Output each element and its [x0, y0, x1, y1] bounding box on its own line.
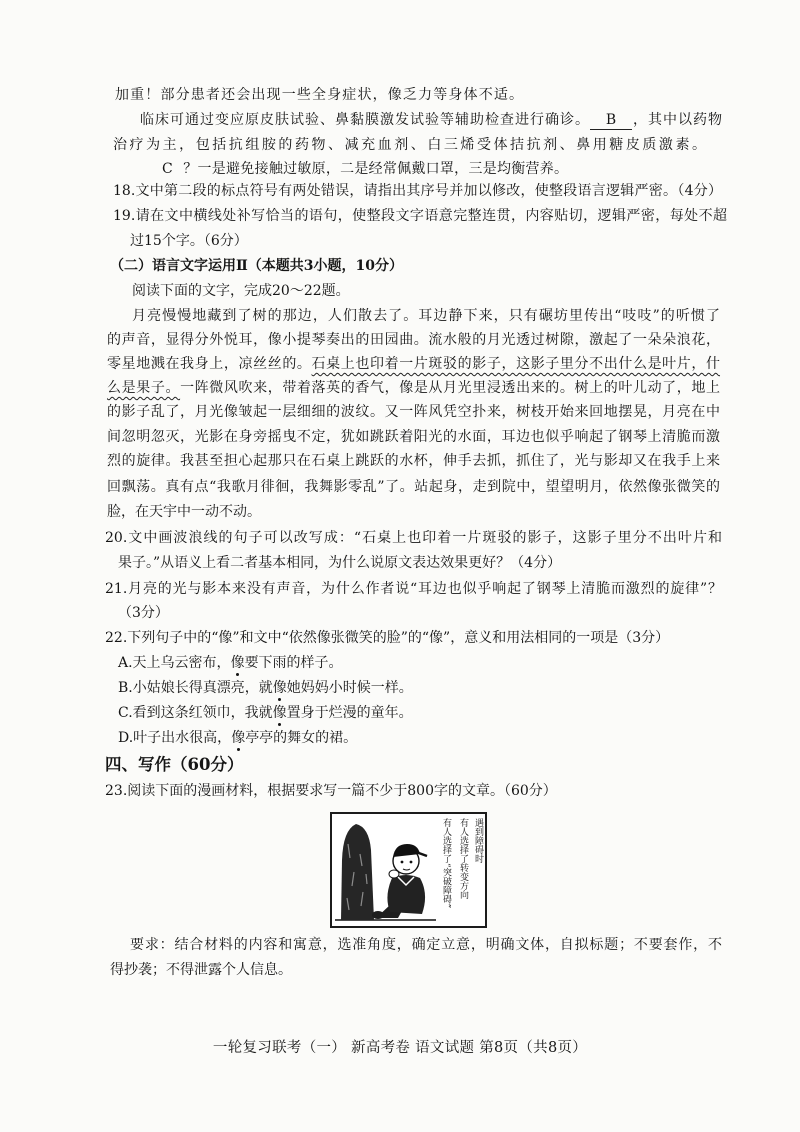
prev-passage-line-2-text: 临床可通过变应原皮肤试验、鼻黏膜激发试验等辅助检查进行确诊。 — [140, 112, 590, 128]
child-hand — [389, 870, 399, 878]
question-21-line-2: （3分） — [118, 605, 169, 621]
question-21-line-1: 21.月亮的光与影本来没有声音，为什么作者说“耳边也似乎响起了钢琴上清脆而激烈的旋律”？ — [105, 581, 722, 597]
prev-passage-line-2-tail: ，其中以药物 — [632, 112, 722, 128]
cartoon-caption-2: 有人选择了转变方向 — [458, 818, 468, 899]
wavy-underlined-sentence-part-1: 石桌上也印着一片斑驳的影子，这影子里分不出什么是叶片，什 — [311, 356, 721, 372]
passage-line-5: 的影子乱了，月光像皱起一层细细的波纹。又一阵风凭空扑来，树枝开始来回地摆晃，月亮在中 — [107, 404, 720, 420]
passage-line-6: 间忽明忽灭，光影在身旁摇曳不定，犹如跳跃着阳光的水面，耳边也似乎响起了钢琴上清脆而激 — [107, 429, 720, 445]
question-20-line-2: 果子。”从语义上看二者基本相同，为什么说原文表达效果更好？（4分） — [118, 555, 562, 571]
question-19-line-1: 19.请在文中横线处补写恰当的语句，使整段文字语意完整连贯，内容贴切，逻辑严密，每处不超 — [113, 208, 727, 224]
question-22-option-a — [118, 653, 343, 673]
passage-line-2: 的声音，显得分外悦耳，像小提琴奏出的田园曲。流水般的月光透过树隙，激起了一朵朵浪花， — [107, 332, 720, 348]
passage-line-8: 回飘荡。真有点“我歌月徘徊，我舞影零乱”了。站起身，走到院中，望望明月，依然像张微笑的 — [107, 479, 720, 495]
writing-requirements-line-2: 得抄袭；不得泄露个人信息。 — [110, 962, 292, 978]
cartoon-caption-3: 有人选择了“突破障碍” — [441, 818, 451, 909]
option-a-before: A.天上乌云密布， — [118, 655, 231, 671]
passage-line-1: 月亮慢慢地藏到了树的那边，人们散去了。耳边静下来，只有碾坊里传出“吱吱”的听惯了 — [132, 308, 720, 324]
question-20-line-1: 20.文中画波浪线的句子可以改写成：“石桌上也印着一片斑驳的影子，这影子里分不出叶片和 — [105, 530, 722, 546]
option-c-before: C.看到这条红领巾，我就 — [118, 705, 273, 721]
question-22-option-d — [118, 728, 357, 748]
prev-passage-line-4-text: ？一是避免接触过敏原，二是经常佩戴口罩，三是均衡营养。 — [183, 161, 568, 177]
question-19-line-2: 过15个字。（6分） — [130, 233, 248, 249]
option-d-after: 亭亭的舞女的裙。 — [245, 730, 358, 746]
child-eye-left — [401, 861, 404, 864]
option-b-emphasis-char: 像 — [272, 680, 287, 696]
child-shoe — [372, 911, 384, 919]
passage-line-9: 脸，在天宇中一动不动。 — [107, 504, 261, 520]
prev-passage-line-4 — [162, 159, 568, 179]
cartoon-caption-1: 遇到障碍时 — [473, 818, 483, 863]
option-a-after: 要下雨的样子。 — [244, 655, 343, 671]
option-b-after: 她妈妈小时候一样。 — [286, 680, 413, 696]
page-footer: 一轮复习联考（一） 新高考卷 语文试题 第8页（共8页） — [212, 1040, 588, 1056]
passage-line-7: 烈的旋律。我甚至担心起那只在石桌上跳跃的水杯，伸手去抓，抓住了，光与影却又在我手上来 — [107, 453, 720, 469]
passage-line-4 — [107, 378, 720, 398]
option-c-emphasis-char: 像 — [272, 705, 287, 721]
option-d-emphasis-char: 像 — [231, 730, 246, 746]
fill-blank-answer-b: B — [590, 112, 632, 130]
fill-blank-answer-c: C — [162, 161, 173, 177]
question-22-stem: 22.下列句子中的“像”和文中“依然像张微笑的脸”的“像”，意义和用法相同的一项是（3分） — [105, 630, 670, 646]
passage-line-3 — [107, 354, 720, 374]
section-2-instruction: 阅读下面的文字，完成20～22题。 — [132, 283, 350, 299]
child-body — [387, 875, 425, 914]
prev-passage-line-2 — [140, 110, 722, 130]
question-22-option-b — [118, 678, 413, 698]
prev-passage-line-1: 加重！部分患者还会出现一些全身症状，像乏力等身体不适。 — [115, 87, 523, 103]
question-23: 23.阅读下面的漫画材料，根据要求写一篇不少于800字的文章。（60分） — [105, 783, 557, 799]
passage-line-4-plain: 一阵微风吹来，带着落英的香气，像是从月光里浸透出来的。树上的叶儿动了，地上 — [180, 380, 721, 396]
option-c-after: 置身于烂漫的童年。 — [286, 705, 413, 721]
section-4-heading: 四、写作（60分） — [105, 755, 244, 774]
option-a-emphasis-char: 像 — [230, 655, 245, 671]
child-eye-right — [410, 861, 413, 864]
prev-passage-line-3: 治疗为主，包括抗组胺的药物、减充血剂、白三烯受体拮抗剂、鼻用糖皮质激素。 — [113, 137, 706, 153]
option-b-before: B.小姑娘长得真漂亮，就 — [118, 680, 273, 696]
wavy-underlined-sentence-part-2: 么是果子。 — [107, 380, 181, 396]
option-d-before: D.叶子出水很高， — [118, 730, 232, 746]
question-18: 18.文中第二段的标点符号有两处错误，请指出其序号并加以修改，使整段语言逻辑严密。（4分） — [113, 183, 722, 199]
writing-requirements-line-1: 要求：结合材料的内容和寓意，选准角度，确定立意，明确文体，自拟标题；不要套作，不 — [130, 937, 722, 953]
section-2-heading: （二）语言文字运用Ⅱ（本题共3小题，10分） — [110, 258, 404, 274]
cartoon-frame — [330, 812, 487, 928]
stone-pillar — [341, 824, 374, 920]
question-22-option-c — [118, 703, 413, 723]
passage-line-3-plain: 零星地溅在我身上，凉丝丝的。 — [107, 356, 312, 372]
